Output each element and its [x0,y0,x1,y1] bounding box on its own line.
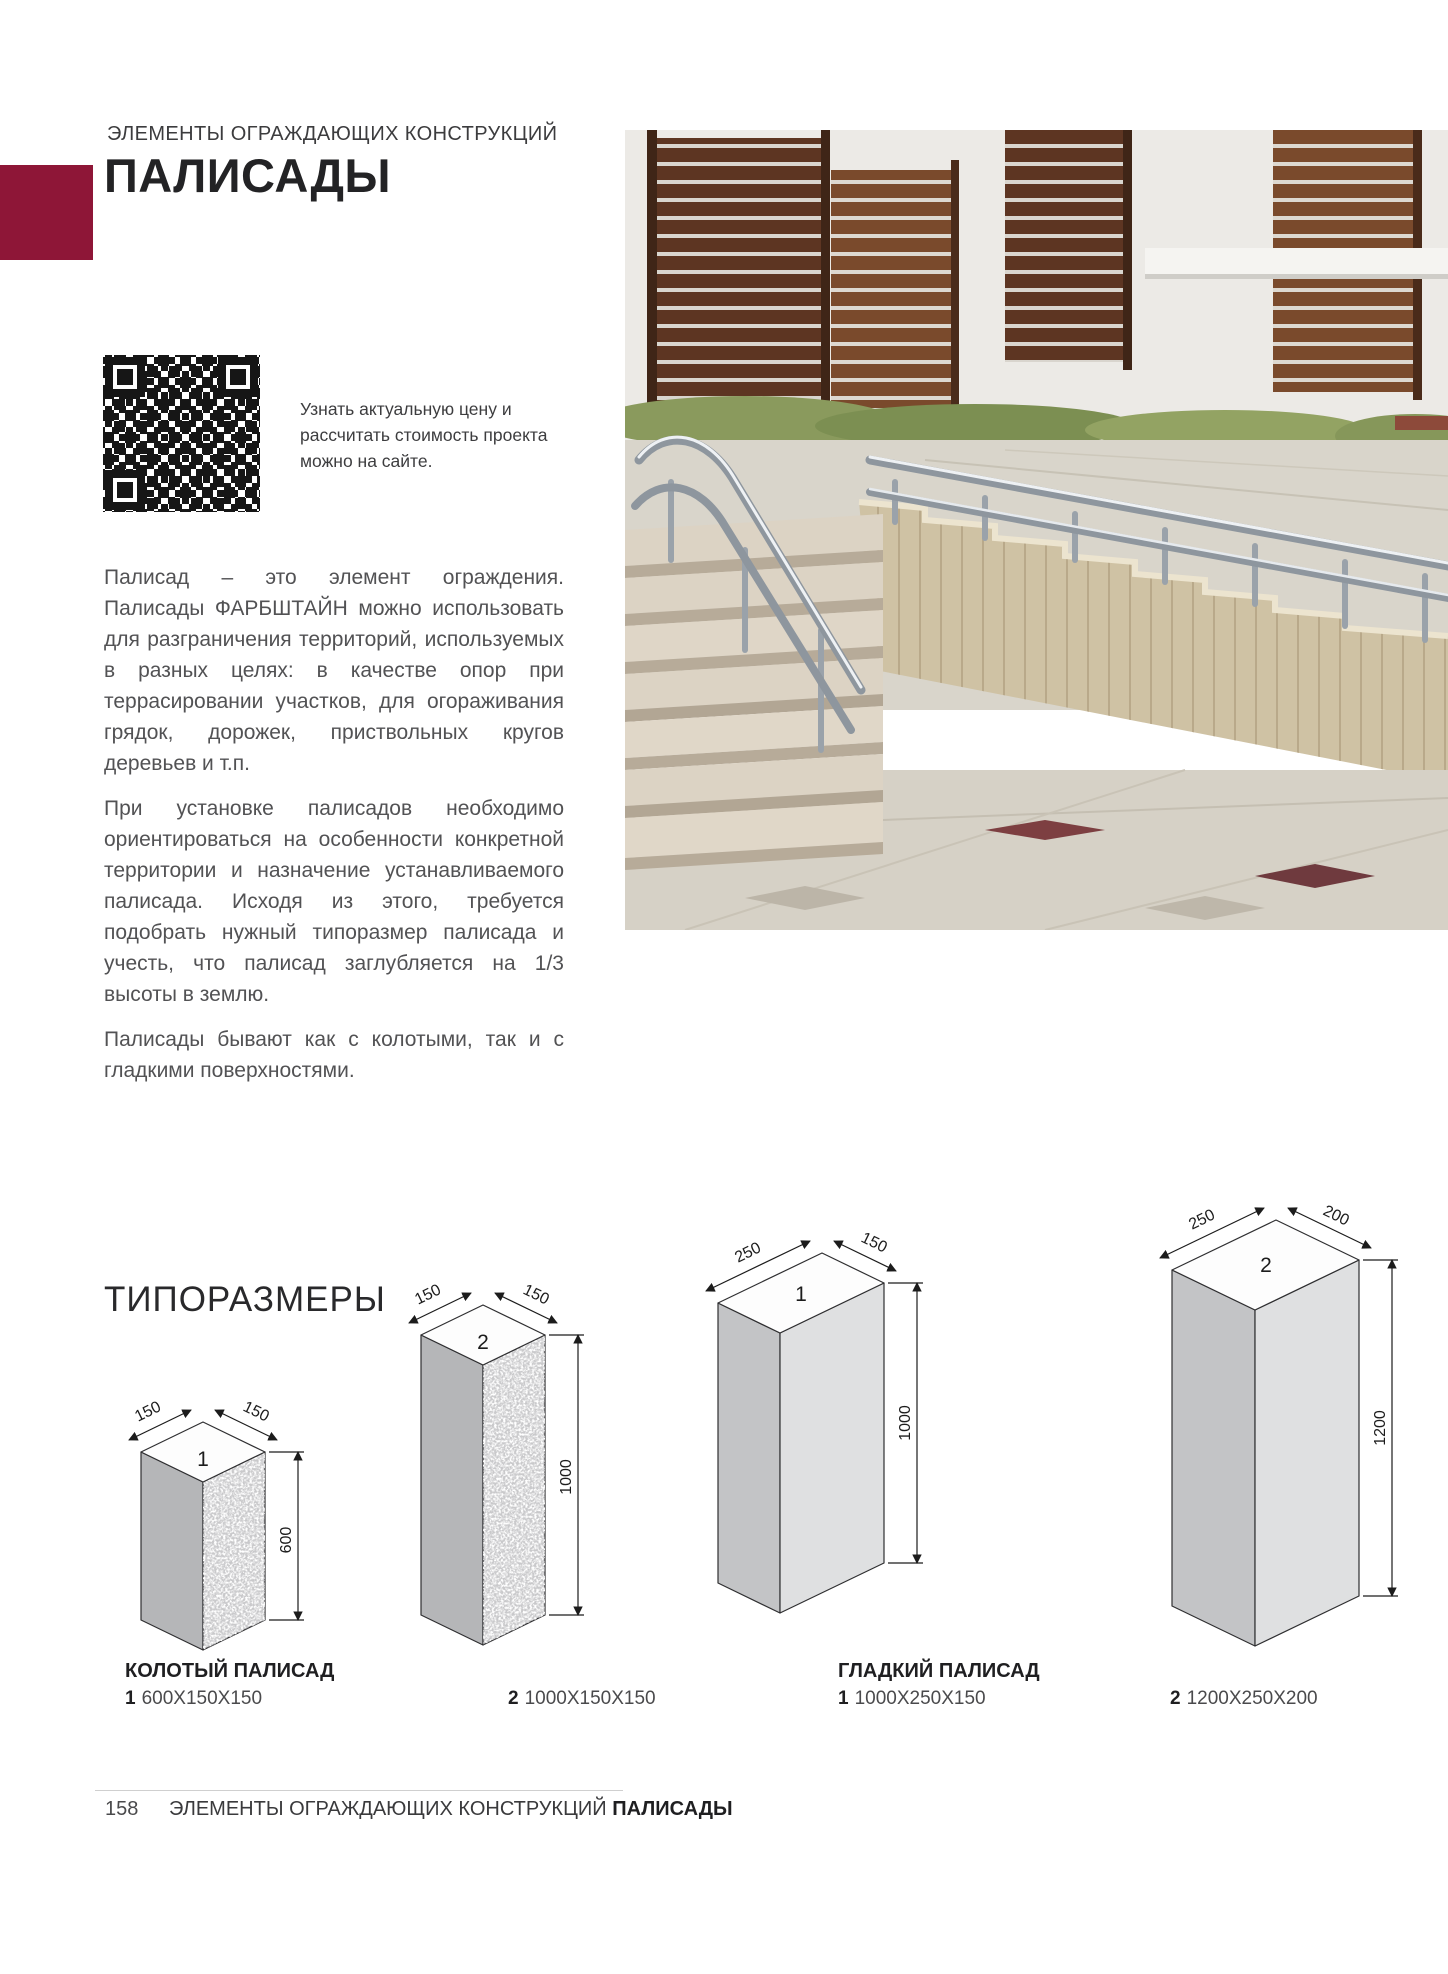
paragraph: При установке палисадов необходимо ориентироваться на особенности конкретной территории и назначение устанавливаемого палисада. Исходя из этого, требуется подобрать нужный типоразмер палисада и учесть, что палисад заглубляется на 1/3 высоты в землю. [104,797,564,1006]
brand-accent-square [0,165,93,260]
dim-right: 150 [858,1229,890,1257]
qr-finder-icon [218,357,258,397]
dim-height: 1000 [897,1405,914,1441]
paragraph: Палисады бывают как с колотыми, так и с гладкими поверхностями. [104,1028,564,1082]
variant-number: 1 [125,1688,136,1709]
diagram-number: 1 [795,1283,807,1306]
group-name-split: КОЛОТЫЙ ПАЛИСАД [125,1660,335,1682]
size-diagram-smooth-1200 [1120,1180,1420,1660]
diagram-number: 2 [477,1331,489,1354]
variant-label [838,1688,986,1710]
dim-left: 150 [412,1281,444,1309]
footer-rule [95,1790,623,1791]
page-number: 158 [105,1798,139,1820]
footer [105,1798,733,1821]
variant-size: 1000X150X150 [524,1688,656,1709]
hero-photo [625,130,1448,930]
page-title: ПАЛИСАДЫ [104,149,392,202]
size-diagram-split-600 [88,1382,328,1672]
size-diagram-split-1000 [368,1265,608,1665]
dim-height: 1200 [1372,1410,1389,1446]
dim-left: 250 [1186,1206,1218,1234]
variant-number: 2 [508,1688,519,1709]
dim-right: 150 [240,1398,272,1426]
qr-code [103,355,260,512]
variant-size: 1000X250X150 [854,1688,986,1709]
dim-left: 150 [132,1398,164,1426]
footer-section: ЭЛЕМЕНТЫ ОГРАЖДАЮЩИХ КОНСТРУКЦИЙ [169,1798,607,1820]
qr-finder-icon [105,470,145,510]
variant-size: 1200X250X200 [1186,1688,1318,1709]
variant-label [1170,1688,1318,1710]
variant-label [125,1688,262,1710]
qr-caption: Узнать актуальную цену и рассчитать стоимость проекта можно на сайте. [300,399,548,471]
hero-photo-illustration [625,130,1448,930]
variant-size: 600X150X150 [141,1688,263,1709]
variant-number: 1 [838,1688,849,1709]
diagram-number: 2 [1260,1254,1272,1277]
footer-section-bold: ПАЛИСАДЫ [612,1798,733,1820]
diagram-number: 1 [197,1448,209,1471]
sizes-section-title: ТИПОРАЗМЕРЫ [104,1280,386,1319]
variant-number: 2 [1170,1688,1181,1709]
section-eyebrow: ЭЛЕМЕНТЫ ОГРАЖДАЮЩИХ КОНСТРУКЦИЙ [107,123,558,145]
size-diagram-smooth-1000 [645,1215,945,1655]
group-name-smooth: ГЛАДКИЙ ПАЛИСАД [838,1660,1040,1682]
dim-right: 150 [520,1281,552,1309]
paragraph: Палисад – это элемент ограждения. Палисады ФАРБШТАЙН можно использовать для разграничения территорий, используемых в разных целях: в качестве опор при террасировании участков, для огораживания грядок, дорожек, приствольных кругов деревьев и т.п. [104,566,564,775]
dim-height: 600 [278,1526,295,1554]
dim-left: 250 [732,1239,764,1267]
variant-label [508,1688,656,1710]
dim-right: 200 [1320,1202,1352,1230]
qr-finder-icon [105,357,145,397]
body-copy [104,562,564,1100]
dim-height: 1000 [558,1459,575,1495]
